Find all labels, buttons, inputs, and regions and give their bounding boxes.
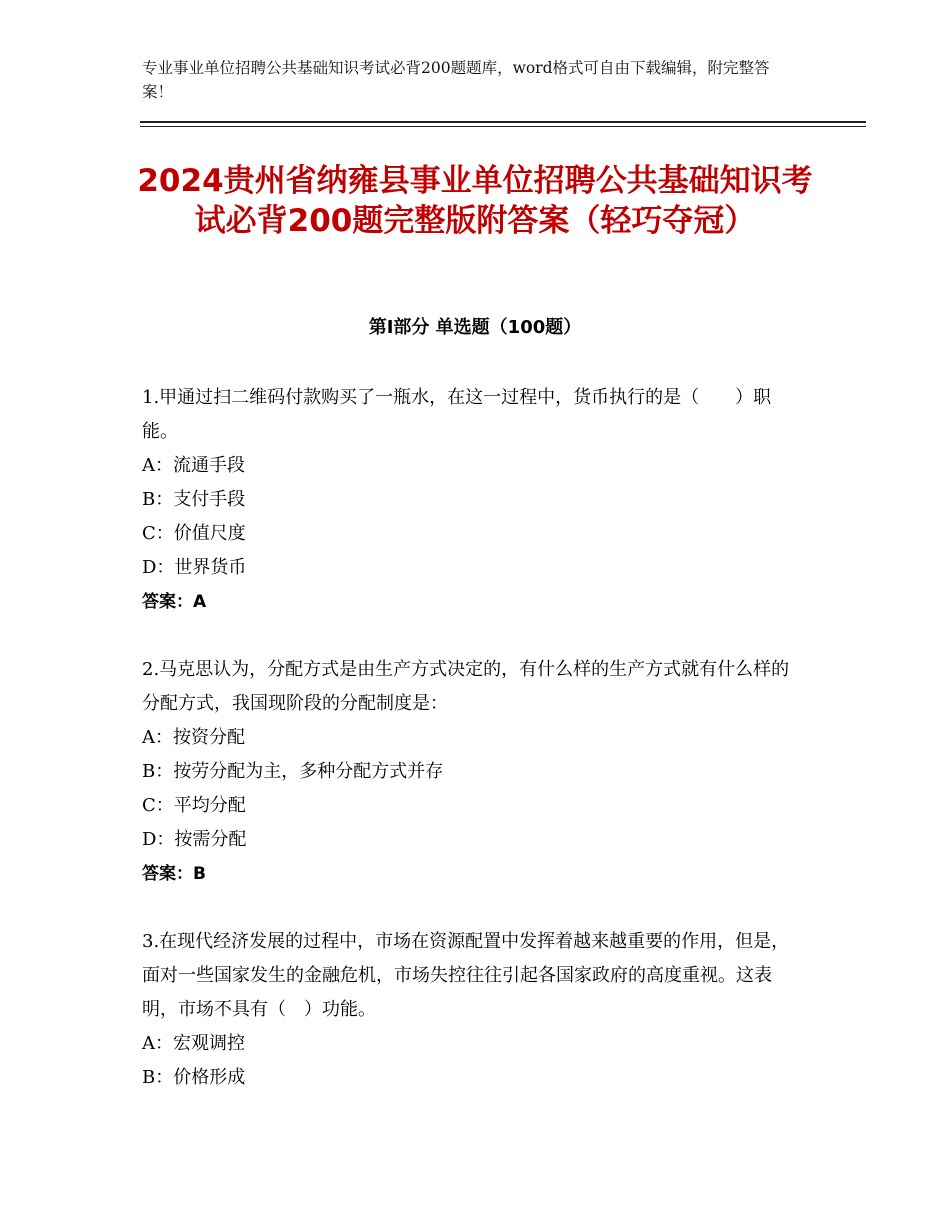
question-stem: 1.甲通过扫二维码付款购买了一瓶水，在这一过程中，货币执行的是（ ）职能。 [142, 387, 772, 442]
question-3 [142, 925, 802, 1095]
question-stem: 2.马克思认为，分配方式是由生产方式决定的，有什么样的生产方式就有什么样的分配方式，我国现阶段的分配制度是： [142, 659, 790, 714]
header-note: 专业事业单位招聘公共基础知识考试必背200题题库，word格式可自由下载编辑，附完整答案！ [142, 59, 770, 101]
option-a: A：流通手段 [142, 455, 245, 476]
option-c: C：平均分配 [142, 795, 246, 816]
option-a: A：宏观调控 [142, 1033, 245, 1054]
question-1 [142, 381, 802, 619]
header-rule-thin [140, 126, 866, 127]
option-a: A：按资分配 [142, 727, 245, 748]
option-d: D：按需分配 [142, 829, 247, 850]
option-c: C：价值尺度 [142, 523, 246, 544]
answer: 答案：A [142, 592, 207, 612]
question-2 [142, 653, 802, 891]
answer: 答案：B [142, 864, 206, 884]
question-stem: 3.在现代经济发展的过程中，市场在资源配置中发挥着越来越重要的作用，但是，面对一些国家发生的金融危机，市场失控往往引起各国家政府的高度重视。这表明，市场不具有（ ）功能。 [142, 931, 790, 1020]
section-heading: 第Ⅰ部分 单选题（100题） [368, 317, 582, 338]
option-d: D：世界货币 [142, 557, 247, 578]
option-b: B：支付手段 [142, 489, 246, 510]
header-rule-thick [140, 121, 866, 123]
option-b: B：价格形成 [142, 1067, 246, 1088]
document-title: 2024贵州省纳雍县事业单位招聘公共基础知识考试必背200题完整版附答案（轻巧夺冠） [137, 163, 813, 239]
question-list [142, 381, 802, 1095]
option-b: B：按劳分配为主，多种分配方式并存 [142, 761, 444, 782]
